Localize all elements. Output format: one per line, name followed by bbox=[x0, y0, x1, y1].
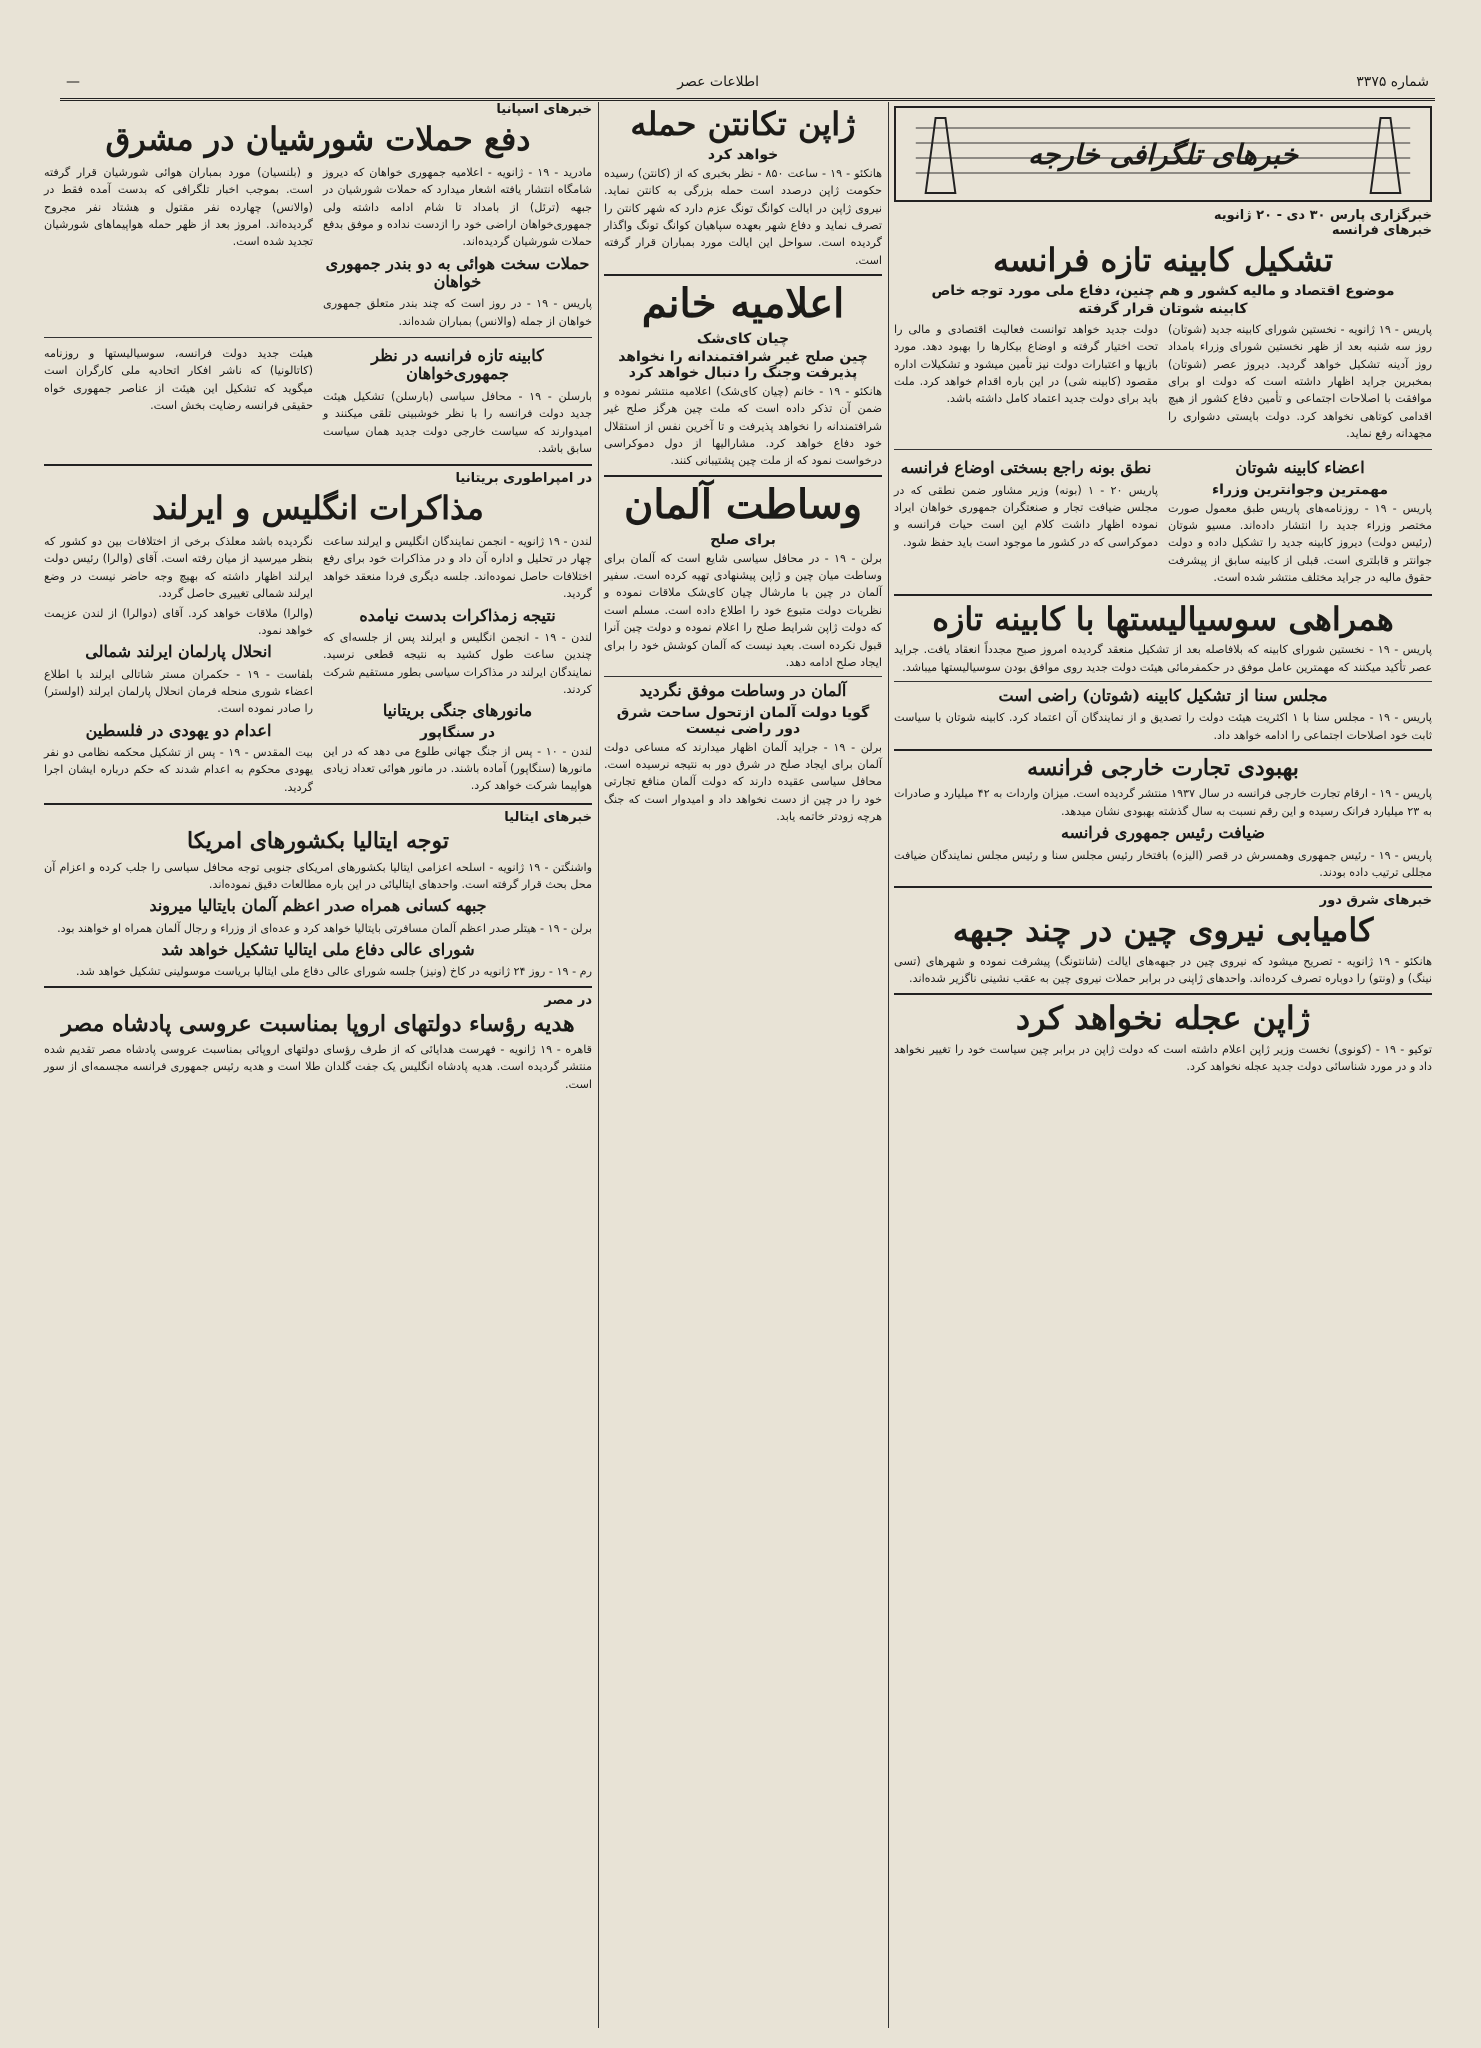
subheadline: موضوع اقتصاد و مالیه کشور و هم چنین، دفاع ملی مورد توجه خاص bbox=[931, 282, 1395, 299]
subheadline: در سنگاپور bbox=[419, 724, 496, 741]
headline: ضیافت رئیس جمهوری فرانسه bbox=[1060, 823, 1266, 843]
headline: انحلال پارلمان ایرلند شمالی bbox=[85, 642, 272, 662]
headline: توجه ایتالیا بکشورهای امریکا bbox=[187, 828, 449, 855]
article-body: رم - ۱۹ - روز ۲۴ ژانویه در کاخ (ونیز) جلسه شورای عالی دفاع ملی ایتالیا بریاست موسولینی تشکیل خواهد شد. bbox=[75, 965, 592, 979]
article-body: پاریس - ۱۹ - روزنامه‌های پاریس طبق معمول صورت مختصر وزراء جدید را انتشار داده‌اند. مسیو شوتان (رئیس دولت) دیروز کابینه جدید را تشکیل داده و دولت جوانتر و قابلتری است. قبلی از کابینه سابق از پیشرفت حقوق مالیه در جراید مختلف منتشر شده است. bbox=[1168, 501, 1432, 585]
column-divider bbox=[598, 102, 599, 2028]
article-body: بیت المقدس - ۱۹ - پس از تشکیل محکمه نظامی دو نفر یهودی محکوم به اعدام شدند که حکم درباره ایشان اجرا گردید. bbox=[44, 746, 314, 794]
article-body: واشنگتن - ۱۹ ژانویه - اسلحه اعزامی ایتالیا بکشورهای امریکای جنوبی توجه محافل سیاسی را جلب کرده و اعزام آن محل بحث قرار گرفته است. واحدهای ایتالیائی در این باره مطالعات دقیق نموده‌اند. bbox=[44, 860, 592, 891]
article-body: پاریس - ۱۹ - مجلس سنا با ۱ اکثریت هیئت دولت را تصدیق و از نمایندگان آن اعتماد کرد. کابینه شوتان با سیاست ثابت خود اصلاحات اجتماعی را ادامه خواهد داد. bbox=[894, 711, 1432, 742]
headline: مانورهای جنگی بریتانیا bbox=[382, 701, 533, 721]
column-right bbox=[890, 102, 1436, 2038]
headline: وساطت آلمان bbox=[623, 480, 863, 528]
article-body: بارسلن - ۱۹ - محافل سیاسی (بارسلن) تشکیل هیئت جدید دولت فرانسه را با نظر خوشبینی تلقی میکنند و امیدوارند که سیاست خارجی دولت جدید همان سیاست سابق باشد. bbox=[323, 389, 592, 455]
article-body: پاریس - ۱۹ - رئیس جمهوری وهمسرش در قصر (الیزه) بافتخار رئیس مجلس سنا و رئیس مجلس نمایندگان ضیافت مجللی ترتیب داده بودند. bbox=[894, 848, 1432, 879]
section-logo bbox=[894, 106, 1432, 202]
headline: ژاپن تکانتن حمله bbox=[630, 105, 856, 143]
headline: اعدام دو یهودی در فلسطین bbox=[85, 720, 272, 740]
article-body: دولت جدید خواهد توانست فعالیت اقتصادی و مالی را تحت اختیار گرفته و اوضاع بیکارها را بهبود دهد. مورد بازیها و اعتبارات دولت نیز تأمین میشود و تشکیلات اداره مقصود (کابینه شی) در این باره اقدام خواهد کرد. ملت باید برای دولت جدید اعتماد کامل داشته باشد. bbox=[894, 322, 1158, 406]
article-body: پاریس - ۱۹ - نخستین شورای کابینه که بلافاصله بعد از تشکیل منعقد گردیده امروز صبح مجدداً انعقاد یافت. جراید عصر تأکید میکنند که مهمترین عامل موفق در حکمفرمائی هیئت دولت جدید روی موافق بودن سوسیالیستها میباشد. bbox=[894, 643, 1432, 674]
newspaper-title: اطلاعات عصر bbox=[677, 74, 760, 90]
headline: نتیجه زمذاکرات بدست نیامده bbox=[359, 605, 556, 625]
masthead bbox=[60, 66, 1435, 101]
headline: نطق بونه راجع بسختی اوضاع فرانسه bbox=[900, 458, 1152, 478]
section-label: خبرهای شرق دور bbox=[1319, 893, 1432, 909]
article-body: لندن - ۱۰ - پس از جنگ جهانی طلوع می دهد که در این مانورها (سنگاپور) آماده باشند. در مانور هوائی تعداد زیادی هواپیما شرکت خواهد کرد. bbox=[323, 744, 592, 793]
dateline: خبرگزاری پارس ۳۰ دی - ۲۰ ژانویه bbox=[1213, 208, 1432, 223]
headline: بهبودی تجارت خارجی فرانسه bbox=[1027, 755, 1299, 782]
article-body: هانکئو - ۱۹ - خانم (چیان کای‌شک) اعلامیه منتشر نموده و ضمن آن تذکر داده است که ملت چین هرگز صلح غیر شرافتمندانه را نخواهد پذیرفت و تا آخرین نفس از استقلال خود دفاع خواهد کرد. مشارالیها از دول دموکراسی درخواست نمود که از ملت چین پشتیبانی کنند. bbox=[604, 384, 882, 468]
headline: اعضاء کابینه شوتان bbox=[1235, 458, 1365, 478]
article-body: برلن - ۱۹ - جراید آلمان اظهار میدارند که مساعی دولت آلمان برای ایجاد صلح در شرق دور به نتیجه نرسیده است. محافل سیاسی عقیده دارند که دولت آلمان منافع تجارتی خود را در چین از دست نخواهد داد و امیدوار است که جنگ هرچه زودتر خاتمه یابد. bbox=[604, 740, 882, 824]
headline: دفع حملات شورشیان در مشرق bbox=[105, 120, 531, 158]
headline: حملات سخت هوائی به دو بندر جمهوری خواهان bbox=[325, 253, 590, 291]
headline: مجلس سنا از تشکیل کابینه (شوتان) راضی است bbox=[998, 686, 1328, 706]
article-body: هیئت جدید دولت فرانسه، سوسیالیستها و روزنامه (کاتالونیا) که ناشر افکار اتحادیه ملی کارگران است میگوید که تشکیل این هیئت از عناصر جمهوری خواه حقیقی فرانسه رضایت بخش است. bbox=[44, 347, 313, 413]
headline: هدیه رؤساء دولتهای اروپا بمناسبت عروسی پادشاه مصر bbox=[61, 1010, 575, 1037]
headline: اعلامیه خانم bbox=[641, 279, 845, 327]
column-divider bbox=[888, 102, 889, 2028]
article-body: برلن - ۱۹ - در محافل سیاسی شایع است که آلمان برای وساطت میان چین و ژاپن پیشنهادی تهیه کرده است. سفیر آلمان در چین با مارشال چیان کای‌شک ملاقات نموده و نظریات دولت متبوع خود را اطلاع داده است. مسلم است که دولت ژاپن شرایط صلح را اعلام نموده و دولت چین آنرا قبول نکرده است. بعید نیست که آلمان کوشش خود را برای ایجاد صلح ادامه دهد. bbox=[604, 551, 882, 669]
headline: شورای عالی دفاع ملی ایتالیا تشکیل خواهد شد bbox=[161, 939, 475, 959]
article-body: پاریس ۲۰ - ۱ (بونه) وزیر مشاور ضمن نطقی که در مجلس ضیافت تجار و صنعتگران جمهوری خواهان ایراد نموده اظهار داشت کلام این است حیات فرانسه و دموکراسی که در کشور ما موجود است باید حفظ شود. bbox=[894, 483, 1158, 549]
article-body: هانکئو - ۱۹ - ساعت ۸۵۰ - نظر بخبری که از (کانتن) رسیده حکومت ژاپن درصدد است حمله بزرگی به کانتن نماید. نیروی ژاپن در ایالت کوانگ تونگ عزم دارد که شهر کانتن را تصرف نماید و دفاع شهر بعهده سپاهیان کوانگ تونگ واگذار گردیده است. سواحل این ایالت مورد بمباران قرار گرفته است. bbox=[604, 166, 883, 267]
article-body: لندن - ۱۹ ژانویه - انجمن نمایندگان انگلیس و ایرلند ساعت چهار در تحلیل و اداره آن داد و در مذاکرات خود برای رفع اختلافات حاصل نموده‌اند. جلسه دیگری فردا منعقد خواهد گردید. bbox=[323, 535, 592, 601]
article-body: پاریس - ۱۹ - ارقام تجارت خارجی فرانسه در سال ۱۹۳۷ منتشر گردیده است. میزان واردات به ۴۲ میلیارد و صادرات به ۲۳ میلیارد فرانک رسیده و این رقم نسبت به سال گذشته بهبودی نشان میدهد. bbox=[894, 787, 1432, 818]
headline: کامیابی نیروی چین در چند جبهه bbox=[952, 911, 1374, 950]
section-label: خبرهای ایتالیا bbox=[504, 810, 592, 826]
column-middle bbox=[600, 102, 886, 2038]
subheadline: کابینه شوتان قرار گرفته bbox=[1078, 300, 1248, 317]
article-body: برلن - ۱۹ - هیتلر صدر اعظم آلمان مسافرتی بایتالیا خواهد کرد و عده‌ای از وزراء و رجال آلمان همراه او خواهند بود. bbox=[57, 921, 592, 935]
headline: تشکیل کابینه تازه فرانسه bbox=[992, 241, 1334, 279]
article-body: مادرید - ۱۹ - ژانویه - اعلامیه جمهوری خواهان که دیروز شامگاه انتشار یافته اشعار میدارد که حملات شورشیان در جبهه (ترئل) از بامداد تا شام ادامه داشته ولی جمهوری‌خواهان اراضی خود را ازدست نداده و موفق بدفع حملات شورشیان گردیده‌اند. bbox=[323, 165, 592, 249]
subheadline: گویا دولت آلمان ازتحول ساحت شرق دور راضی نیست bbox=[616, 704, 870, 737]
column-left bbox=[40, 102, 596, 2038]
article-body: پاریس - ۱۹ ژانویه - نخستین شورای کابینه جدید (شوتان) روز سه شنبه بعد از ظهر نخستین شورای وزراء بامداد روز آدینه تشکیل خواهد گردید. دیروز عصر (شوتان) بمخبرین جراید اظهار داشته است که دولت او برای موافقت با اصلاحات اجتماعی و تأمین دفاع کشور از هیچ اقدامی کوتاهی نخواهد کرد. دولت بایستی دشواری را مجهدانه رفع نماید. bbox=[1168, 322, 1432, 440]
article-body: و (بلنسیان) مورد بمباران هوائی شورشیان قرار گرفته است. بموجب اخبار تلگرافی که بدست آمده فقط در (والانس) چهارده نفر مقتول و هشتاد نفر مجروح گردیده‌اند. امروز بعد از ظهر حمله هواپیماهای شورشیان تجدید شده است. bbox=[44, 165, 313, 249]
subheadline: خواهد کرد bbox=[707, 146, 779, 163]
masthead-rule: — bbox=[66, 74, 81, 90]
logo-text: خبرهای تلگرافی خارجه bbox=[1027, 137, 1299, 171]
section-label: در امپراطوری بریتانیا bbox=[455, 471, 592, 487]
headline: همراهی سوسیالیستها با کابینه تازه bbox=[932, 599, 1394, 638]
article-body: قاهره - ۱۹ ژانویه - فهرست هدایائی که از طرف رؤسای دولتهای اروپائی بمناسبت عروسی پادشاه مصر تقدیم شده منتشر گردیده است. هدیه پادشاه انگلیس یک جفت گلدان طلا است و هدیه رئیس جمهوری فرانسه مجسمه‌ای از سور است. bbox=[44, 1043, 592, 1091]
subheadline: برای صلح bbox=[710, 531, 776, 548]
article-body: پاریس - ۱۹ - در روز است که چند بندر متعلق جمهوری خواهان از جمله (والانس) بمباران شده‌اند. bbox=[323, 297, 592, 328]
article-body: بلفاست - ۱۹ - حکمران مستر شاتالی ایرلند با اطلاع اعضاء شوری منحله فرمان انحلال پارلمان ایرلند (اولستر) را صادر نموده است. bbox=[44, 667, 313, 716]
subheadline: چیان کای‌شک bbox=[696, 330, 790, 347]
subheadline: مهمترین وجوانترین وزراء bbox=[1211, 481, 1388, 498]
article-body: (والرا) ملاقات خواهد کرد. آقای (دوالرا) از لندن عزیمت خواهد نمود. bbox=[44, 606, 313, 637]
article-body: نگردیده باشد معلذک برخی از اختلافات بین دو کشور که بنظر میرسید از میان رفته است. آقای (والرا) رئیس دولت ایرلند اظهار داشته که بهیچ وجه حاضر نیست در وضع ایرلند شمالی تغییری حاصل گردد. bbox=[44, 535, 313, 601]
section-label: خبرهای اسپانیا bbox=[496, 102, 592, 117]
article-body: هانکئو - ۱۹ ژانویه - تصریح میشود که نیروی چین در جبهه‌های ایالت (شانتونگ) پیشرفت نموده و شهرهای (تسی نینگ) و (ونتو) را دوباره تصرف کرده‌اند. واحدهای ژاپنی در برابر حملات نیروی چین به عقب نشینی ناگزیر شده‌اند. bbox=[894, 955, 1432, 986]
subheadline: چین صلح غیر شرافتمندانه را نخواهد پذیرفت وجنگ را دنبال خواهد کرد bbox=[618, 348, 868, 381]
article-body: توکیو - ۱۹ - (کونوی) نخست وزیر ژاپن اعلام داشته است که دولت ژاپن در برابر چین سیاست خود را تغییر نخواهد داد و در مورد شناسائی دولت جدید عجله نخواهد کرد. bbox=[894, 1042, 1432, 1073]
headline: ژاپن عجله نخواهد کرد bbox=[1015, 998, 1311, 1037]
article-body: لندن - ۱۹ - انجمن انگلیس و ایرلند پس از جلسه‌ای که چندین ساعت طول کشید به نتیجه قطعی نرسید. نمایندگان ایرلند در مذاکرات سیاسی بطور مستقیم شرکت کردند. bbox=[323, 630, 593, 697]
section-label: در مصر bbox=[544, 992, 592, 1008]
headline: جبهه کسانی همراه صدر اعظم آلمان بایتالیا میروند bbox=[149, 896, 487, 916]
headline: آلمان در وساطت موفق نگردید bbox=[639, 681, 847, 701]
headline: کابینه تازه فرانسه در نظر جمهوری‌خواهان bbox=[371, 346, 544, 384]
headline: مذاکرات انگلیس و ایرلند bbox=[152, 489, 484, 528]
section-label: خبرهای فرانسه bbox=[1331, 223, 1432, 238]
issue-number: شماره ۳۳۷۵ bbox=[1356, 74, 1429, 90]
